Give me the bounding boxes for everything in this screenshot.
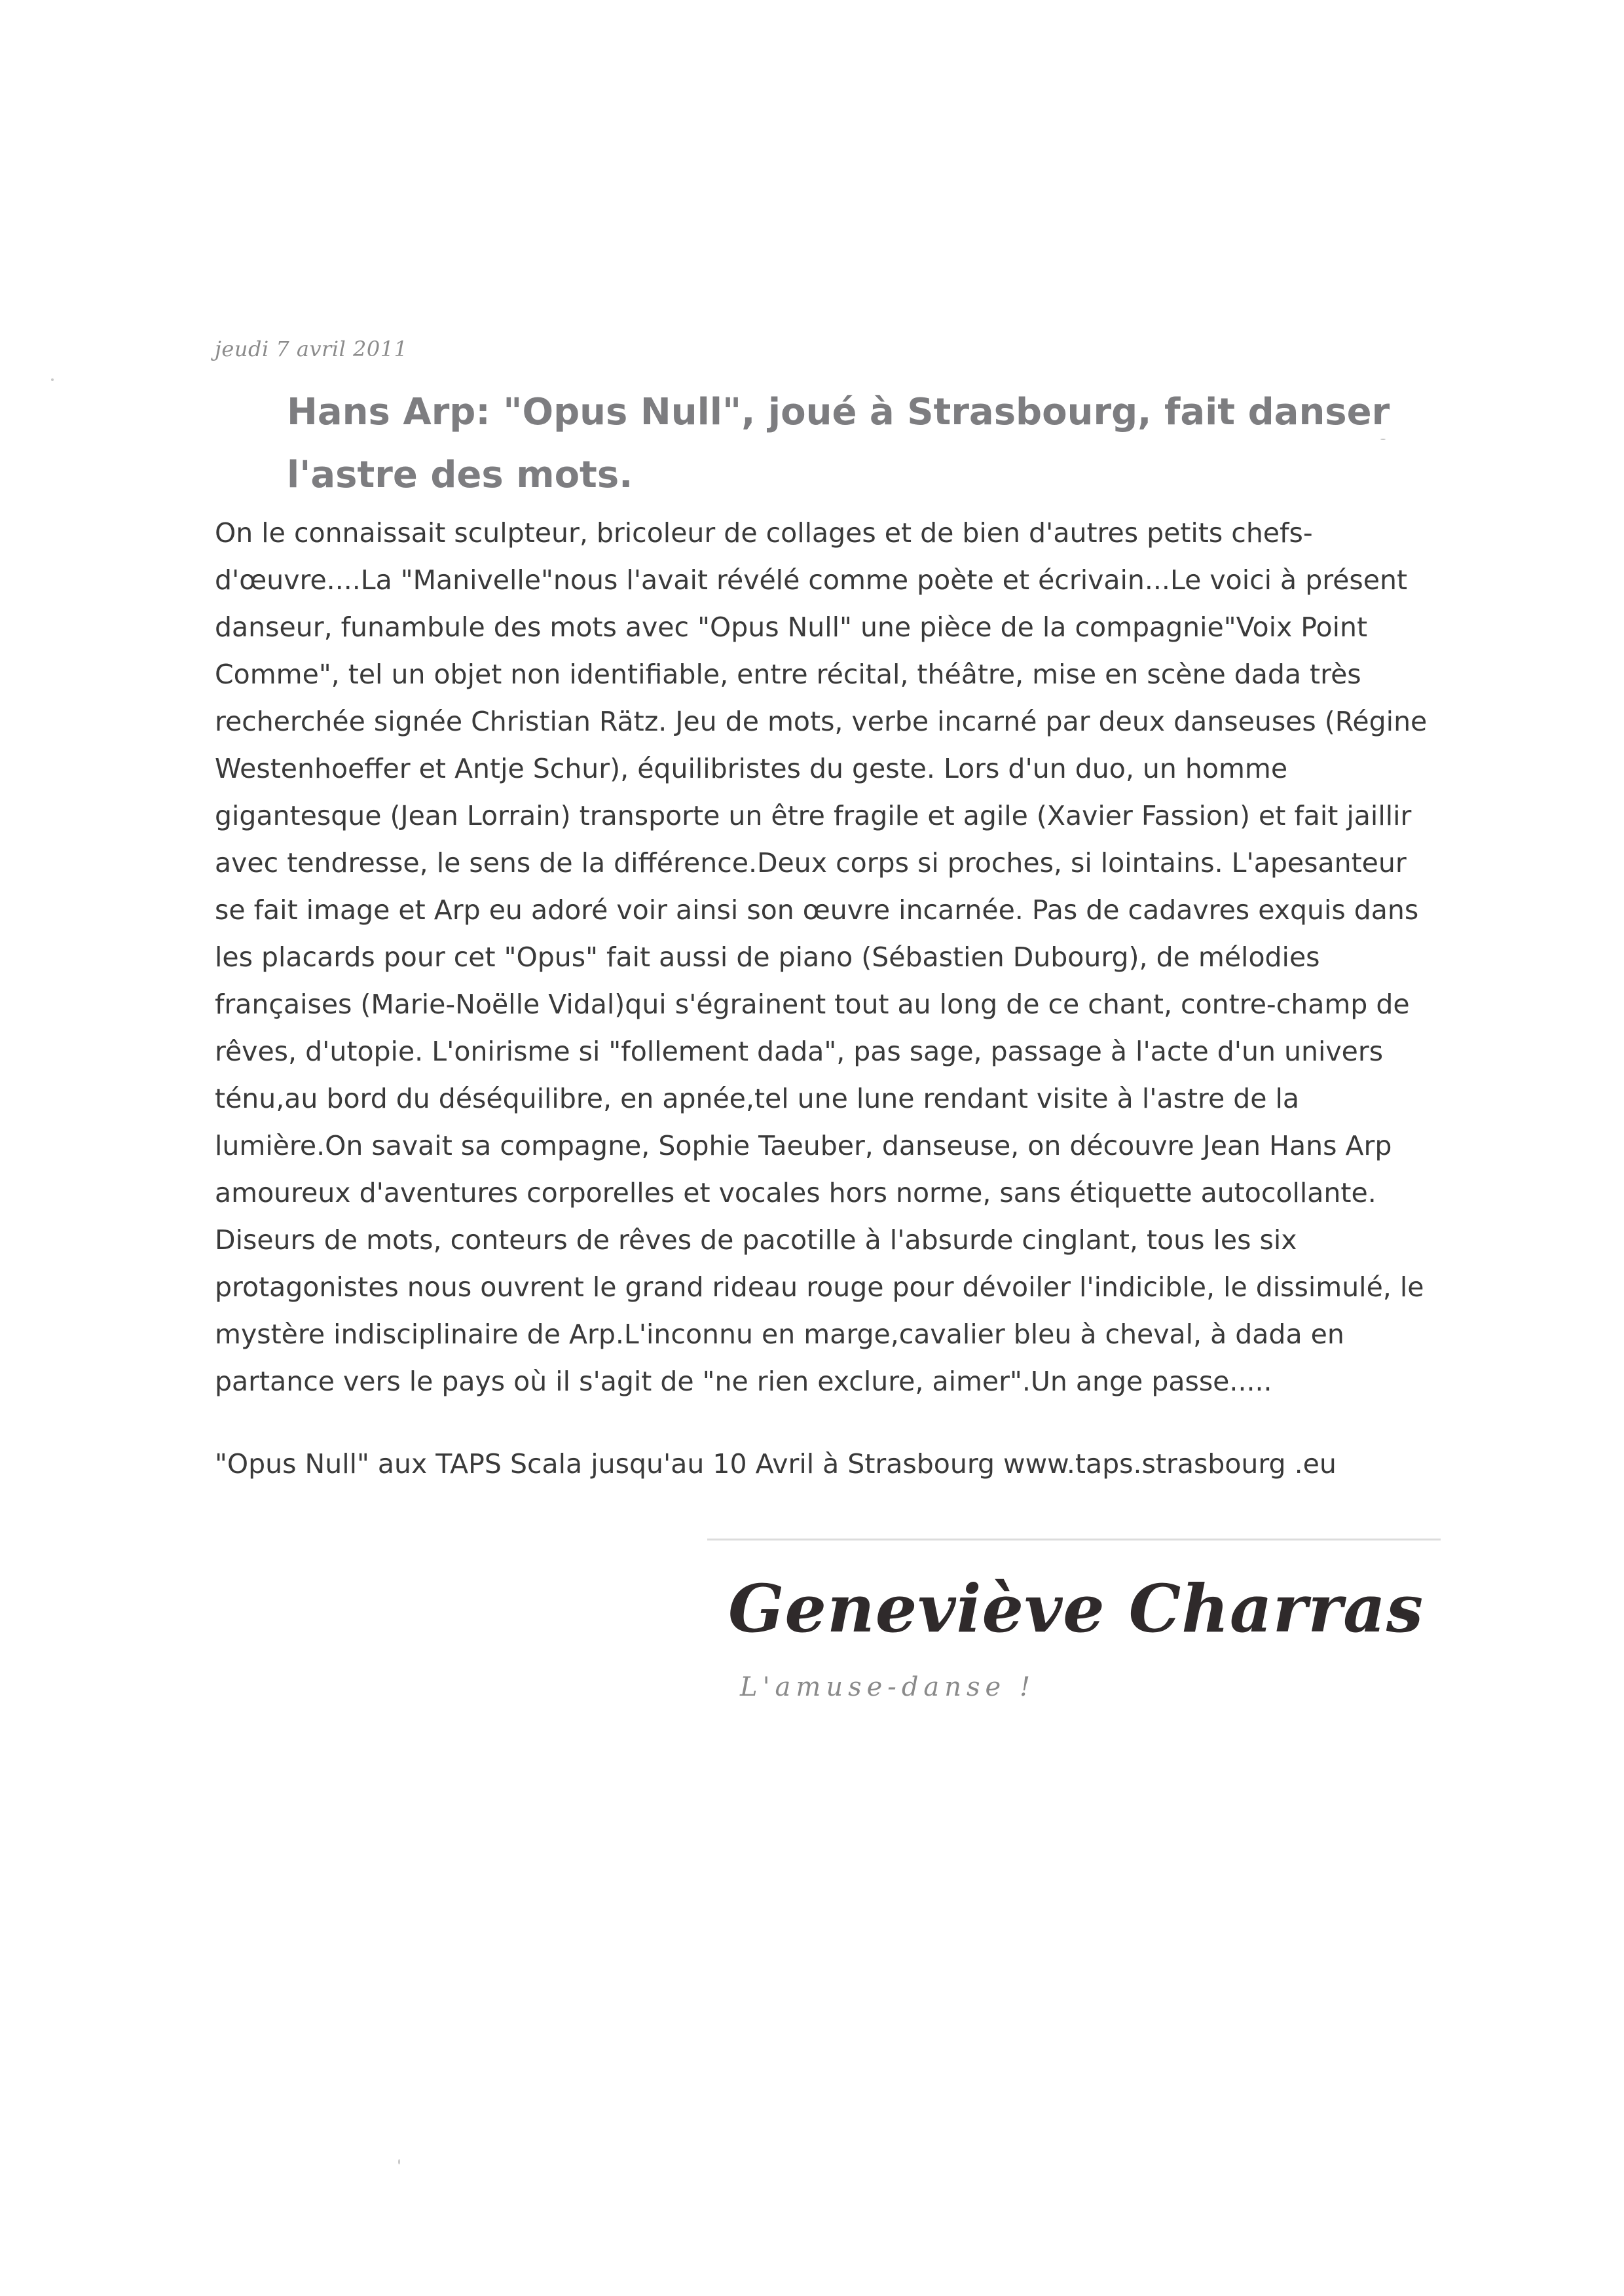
post-date: jeudi 7 avril 2011 [215, 337, 408, 361]
signature-divider [707, 1539, 1441, 1540]
post-title-line-2: l'astre des mots. [287, 454, 633, 496]
author-signature: Geneviève Charras [728, 1570, 1424, 1647]
author-tagline: L'amuse-danse ! [740, 1672, 1036, 1702]
post-title [287, 381, 1400, 507]
post-body: On le connaissait sculpteur, bricoleur de collages et de bien d'autres petits chefs-d'œuvre....La "Manivelle"nous l'avait révélé comme poète et écrivain...Le voici à présent danseur, funambule des mots avec "Opus Null" une pièce de la compagnie"Voix Point Comme", tel un objet non identifiable, entre récital, théâtre, mise en scène dada très recherchée signée Christian Rätz. Jeu de mots, verbe incarné par deux danseuses (Régine Westenhoeffer et Antje Schur), équilibristes du geste. Lors d'un duo, un homme gigantesque (Jean Lorrain) transporte un être fragile et agile (Xavier Fassion) et fait jaillir avec tendresse, le sens de la différence.Deux corps si proches, si lointains. L'apesanteur se fait image et Arp eu adoré voir ainsi son œuvre incarnée. Pas de cadavres exquis dans les placards pour cet "Opus" fait aussi de piano (Sébastien Dubourg), de mélodies françaises (Marie-Noëlle Vidal)qui s'égrainent tout au long de ce chant, contre-champ de rêves, d'utopie. L'onirisme si "follement dada", pas sage, passage à l'acte d'un univers ténu,au bord du déséquilibre, en apnée,tel une lune rendant visite à l'astre de la lumière.On savait sa compagne, Sophie Taeuber, danseuse, on découvre Jean Hans Arp amoureux d'aventures corporelles et vocales hors norme, sans étiquette autocollante. Diseurs de mots, conteurs de rêves de pacotille à l'absurde cinglant, tous les six protagonistes nous ouvrent le grand rideau rouge pour dévoiler l'indicible, le dissimulé, le mystère indisciplinaire de Arp.L'inconnu en marge,cavalier bleu à cheval, à dada en partance vers le pays où il s'agit de "ne rien exclure, aimer".Un ange passe..... [215, 517, 1428, 1397]
post-title-line-1: Hans Arp: "Opus Null", joué à Strasbourg, fait danser [287, 391, 1390, 433]
scan-speck [1380, 439, 1386, 440]
scan-speck [51, 378, 54, 381]
scan-speck [398, 2159, 400, 2164]
event-info: "Opus Null" aux TAPS Scala jusqu'au 10 Avril à Strasbourg www.taps.strasbourg .eu [215, 1448, 1337, 1480]
